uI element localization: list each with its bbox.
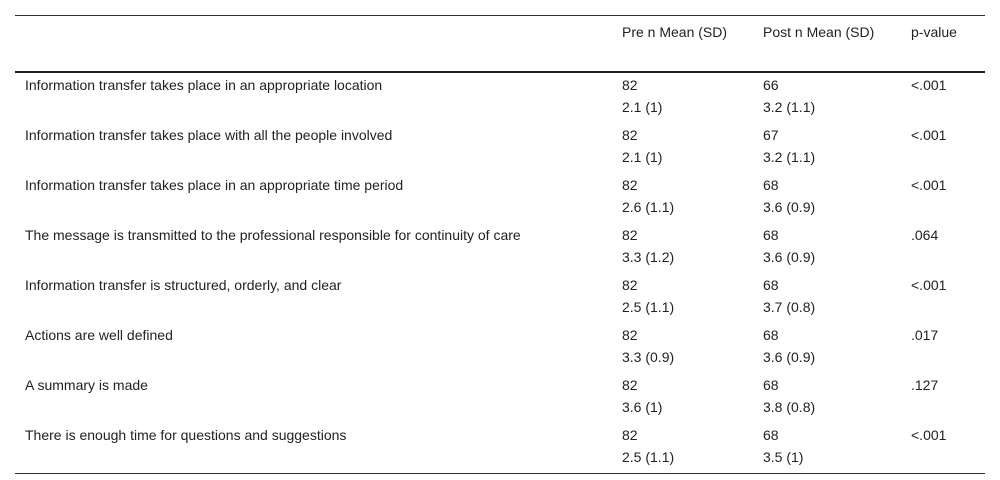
pre-mean: 2.1 (1)	[622, 99, 663, 115]
table-row-n	[15, 373, 985, 396]
row-label: Information transfer takes place in an appropriate time period	[25, 177, 404, 193]
table-body	[15, 72, 985, 474]
pre-mean: 2.5 (1.1)	[622, 449, 675, 465]
pre-mean: 2.6 (1.1)	[622, 199, 675, 215]
pre-mean: 2.5 (1.1)	[622, 299, 675, 315]
results-table	[15, 15, 985, 474]
table-row-n	[15, 123, 985, 146]
table-header	[15, 16, 985, 73]
p-value: <.001	[911, 427, 947, 443]
post-mean: 3.2 (1.1)	[763, 149, 816, 165]
post-mean: 3.6 (0.9)	[763, 199, 816, 215]
post-mean: 3.6 (0.9)	[763, 349, 816, 365]
p-value: .064	[911, 227, 939, 243]
pre-n: 82	[622, 227, 638, 243]
pre-mean: 3.6 (1)	[622, 399, 663, 415]
pre-mean: 2.1 (1)	[622, 149, 663, 165]
row-label: Information transfer takes place in an appropriate location	[25, 77, 383, 93]
post-n: 68	[763, 227, 779, 243]
table-row-n	[15, 423, 985, 446]
post-n: 68	[763, 277, 779, 293]
row-label: Actions are well defined	[25, 327, 173, 343]
post-n: 68	[763, 427, 779, 443]
pre-mean: 3.3 (1.2)	[622, 249, 675, 265]
pre-n: 82	[622, 427, 638, 443]
row-label: The message is transmitted to the professional responsible for continuity of care	[25, 227, 521, 243]
p-value: .127	[911, 377, 939, 393]
header-pre: Pre n Mean (SD)	[622, 24, 728, 40]
pre-n: 82	[622, 327, 638, 343]
pre-mean: 3.3 (0.9)	[622, 349, 675, 365]
table-row-n	[15, 223, 985, 246]
post-mean: 3.2 (1.1)	[763, 99, 816, 115]
header-post: Post n Mean (SD)	[763, 24, 875, 40]
table-row-mean	[15, 246, 985, 273]
p-value: .017	[911, 327, 939, 343]
pre-n: 82	[622, 127, 638, 143]
post-mean: 3.8 (0.8)	[763, 399, 816, 415]
p-value: <.001	[911, 127, 947, 143]
post-mean: 3.7 (0.8)	[763, 299, 816, 315]
row-label: Information transfer is structured, orderly, and clear	[25, 277, 342, 293]
pre-n: 82	[622, 377, 638, 393]
table-row-n	[15, 72, 985, 96]
header-row	[15, 16, 985, 73]
pre-n: 82	[622, 77, 638, 93]
post-n: 67	[763, 127, 779, 143]
post-mean: 3.6 (0.9)	[763, 249, 816, 265]
table-row-n	[15, 273, 985, 296]
post-n: 66	[763, 77, 779, 93]
p-value: <.001	[911, 177, 947, 193]
table-row-n	[15, 173, 985, 196]
pre-n: 82	[622, 277, 638, 293]
pre-n: 82	[622, 177, 638, 193]
row-label: Information transfer takes place with all the people involved	[25, 127, 393, 143]
row-label-spacer	[15, 246, 612, 273]
post-mean: 3.5 (1)	[763, 449, 804, 465]
table-row-n	[15, 323, 985, 346]
header-item	[15, 16, 612, 73]
results-table-container	[15, 15, 985, 474]
post-n: 68	[763, 327, 779, 343]
p-value: <.001	[911, 77, 947, 93]
header-p-value: p-value	[911, 24, 957, 40]
p-value-spacer	[901, 246, 985, 273]
row-label: A summary is made	[25, 377, 148, 393]
post-n: 68	[763, 177, 779, 193]
row-label: There is enough time for questions and suggestions	[25, 427, 347, 443]
p-value: <.001	[911, 277, 947, 293]
post-n: 68	[763, 377, 779, 393]
